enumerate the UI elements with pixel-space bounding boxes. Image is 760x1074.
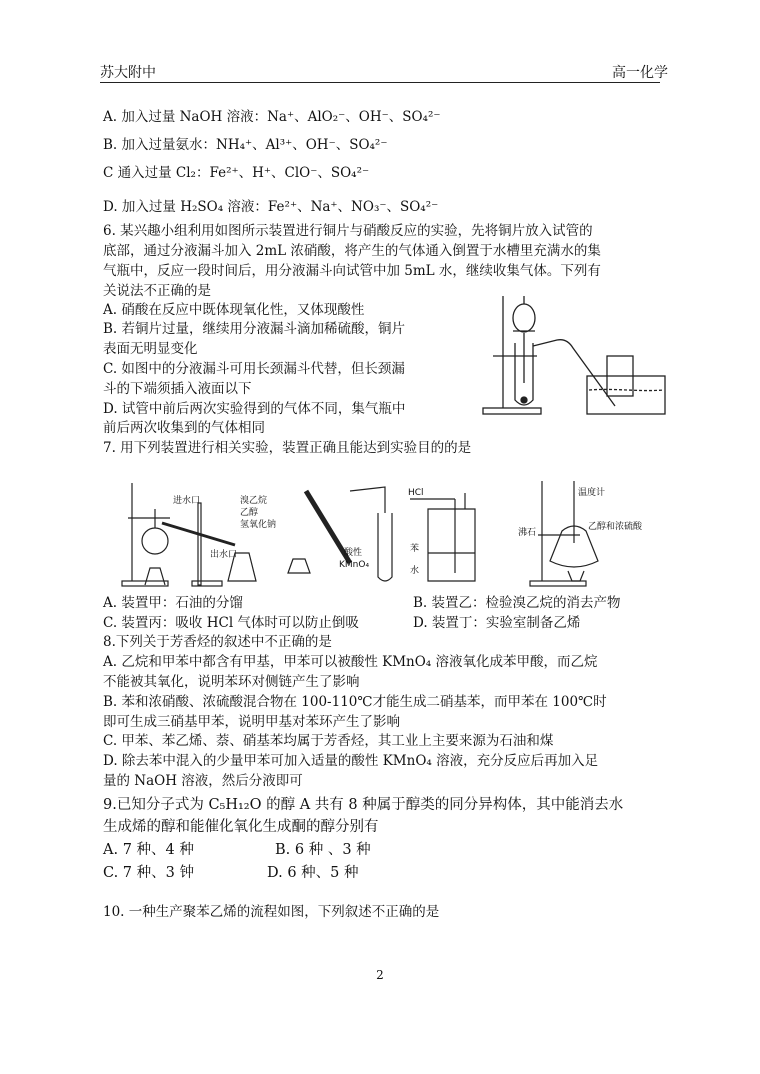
q8-option-c: C. 甲苯、苯乙烯、萘、硝基苯均属于芳香烃，其工业上主要来源为石油和煤: [103, 733, 554, 749]
q6-option-c-1: C. 如图中的分液漏斗可用长颈漏斗代替，但长颈漏: [103, 361, 405, 377]
delivery-tube: [533, 340, 615, 406]
q9-option-a: A. 7 种、4 种: [103, 842, 194, 858]
label-acid-mix: 乙醇和浓硫酸: [588, 522, 643, 532]
label-water: 水: [410, 566, 420, 576]
separatory-funnel: [513, 304, 535, 332]
stand-base: [483, 408, 541, 414]
q8-option-b-1: B. 苯和浓硝酸、浓硫酸混合物在 100-110℃才能生成二硝基苯，而甲苯在 100℃时: [103, 694, 607, 710]
q6-option-a: A. 硝酸在反应中既体现氧化性，又体现酸性: [103, 302, 365, 318]
q6-stem-2: 底部，通过分液漏斗加入 2mL 浓硝酸，将产生的气体通入倒置于水槽里充满水的集: [103, 243, 601, 259]
q8-option-d-2: 量的 NaOH 溶液，然后分液即可: [103, 773, 303, 789]
header-subject: 高一化学: [612, 65, 668, 81]
q7-option-d: D. 装置丁：实验室制备乙烯: [413, 615, 581, 631]
q7-apparatus-figures: [110, 473, 670, 591]
q9-option-d: D. 6 种、5 种: [267, 865, 359, 881]
label-reagent-1: 溴乙烷: [240, 496, 268, 506]
q5-option-b: B. 加入过量氨水：NH₄⁺、Al³⁺、OH⁻、SO₄²⁻: [103, 137, 388, 153]
label-thermometer: 温度计: [578, 488, 606, 498]
q9-option-c: C. 7 种、3 钟: [103, 865, 194, 881]
label-hcl: HCl: [408, 488, 424, 498]
q6-option-d-2: 前后两次收集到的气体相同: [103, 420, 265, 436]
label-inlet: 进水口: [173, 496, 201, 506]
q7-option-c: C. 装置丙：吸收 HCl 气体时可以防止倒吸: [103, 615, 359, 631]
q6-stem-1: 6. 某兴趣小组利用如图所示装置进行铜片与硝酸反应的实验，先将铜片放入试管的: [103, 223, 593, 239]
q6-option-d-1: D. 试管中前后两次实验得到的气体不同，集气瓶中: [103, 401, 406, 417]
q8-option-d-1: D. 除去苯中混入的少量甲苯可加入适量的酸性 KMnO₄ 溶液，充分反应后再加入足: [103, 753, 599, 769]
q7-stem: 7. 用下列装置进行相关实验，装置正确且能达到实验目的的是: [103, 440, 472, 456]
q6-stem-3: 气瓶中，反应一段时间后，用分液漏斗向试管中加 5mL 水，继续收集气体。下列有: [103, 263, 601, 279]
page-number: 2: [376, 968, 384, 982]
apparatus-bing: [410, 493, 475, 581]
label-kmno4-1: 酸性: [344, 548, 363, 558]
label-reagent-2: 乙醇: [240, 508, 259, 518]
q8-stem: 8.下列关于芳香烃的叙述中不正确的是: [103, 634, 332, 650]
q6-option-c-2: 斗的下端须插入液面以下: [103, 381, 252, 397]
water-trough: [587, 376, 665, 414]
q9-stem-2: 生成烯的醇和能催化氧化生成酮的醇分别有: [103, 819, 379, 835]
q6-stem-4: 关说法不正确的是: [103, 283, 211, 299]
header-school: 苏大附中: [100, 65, 156, 81]
q8-option-a-2: 不能被其氧化，说明苯环对侧链产生了影响: [103, 674, 360, 690]
header-rule: [100, 82, 660, 83]
q6-option-b-2: 表面无明显变化: [103, 341, 198, 357]
label-stone: 沸石: [518, 528, 537, 538]
q9-stem-1: 9.已知分子式为 C₅H₁₂O 的醇 A 共有 8 种属于醇类的同分异构体，其中能消去水: [103, 797, 624, 813]
q9-option-b: B. 6 种 、3 种: [275, 842, 371, 858]
label-benzene: 苯: [410, 544, 420, 554]
q5-option-a: A. 加入过量 NaOH 溶液：Na⁺、AlO₂⁻、OH⁻、SO₄²⁻: [103, 109, 441, 125]
q5-option-d: D. 加入过量 H₂SO₄ 溶液：Fe²⁺、Na⁺、NO₃⁻、SO₄²⁻: [103, 199, 439, 215]
q6-option-b-1: B. 若铜片过量，继续用分液漏斗滴加稀硫酸，铜片: [103, 321, 406, 337]
q7-option-b: B. 装置乙：检验溴乙烷的消去产物: [413, 595, 621, 611]
label-outlet: 出水口: [210, 550, 238, 560]
q5-option-c: C 通入过量 Cl₂：Fe²⁺、H⁺、ClO⁻、SO₄²⁻: [103, 165, 370, 181]
q7-option-a: A. 装置甲：石油的分馏: [103, 595, 243, 611]
q8-option-b-2: 即可生成三硝基甲苯，说明甲基对苯环产生了影响: [103, 714, 400, 730]
label-kmno4-2: KMnO₄: [339, 560, 370, 570]
q6-apparatus-figure: [475, 288, 675, 423]
label-reagent-3: 氢氧化钠: [240, 520, 277, 530]
q10-stem: 10. 一种生产聚苯乙烯的流程如图，下列叙述不正确的是: [103, 904, 440, 920]
q8-option-a-1: A. 乙烷和甲苯中都含有甲基，甲苯可以被酸性 KMnO₄ 溶液氧化成苯甲酸，而乙烷: [103, 654, 598, 670]
